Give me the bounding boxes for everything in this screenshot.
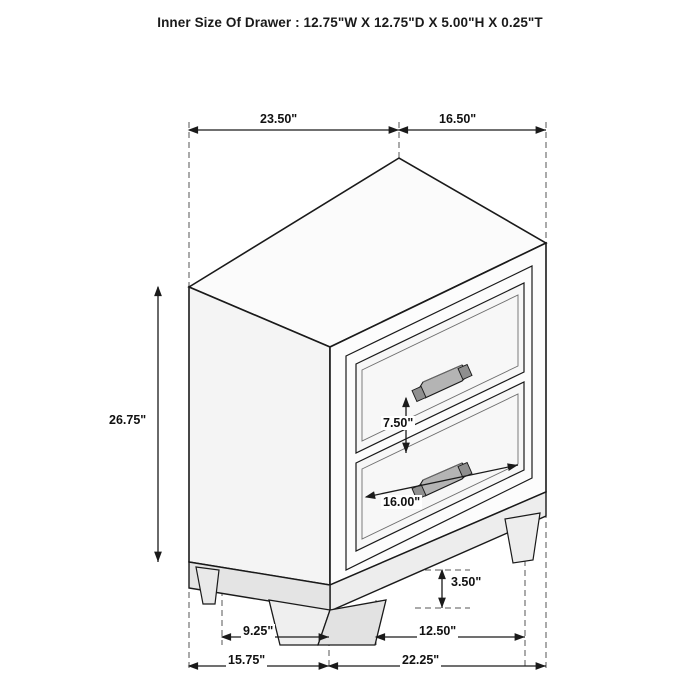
- leg-back-left: [196, 567, 219, 604]
- dim-label-drawer-width: 16.00": [383, 495, 421, 509]
- dim-label-height: 26.75": [109, 413, 147, 427]
- dim-label-base-front-width: 15.75": [228, 653, 266, 667]
- dim-label-front-foot-span: 9.25": [243, 624, 274, 638]
- dim-label-side-foot-span: 12.50": [419, 624, 457, 638]
- dim-label-base-side-width: 22.25": [402, 653, 440, 667]
- dim-label-leg-height: 3.50": [451, 575, 482, 589]
- page-title: Inner Size Of Drawer : 12.75"W X 12.75"D X 5.00"H X 0.25"T: [157, 15, 543, 30]
- leg-back-right: [505, 513, 540, 563]
- dim-label-top-depth: 16.50": [439, 112, 477, 126]
- dim-label-drawer-height: 7.50": [383, 416, 414, 430]
- dim-label-top-width: 23.50": [260, 112, 298, 126]
